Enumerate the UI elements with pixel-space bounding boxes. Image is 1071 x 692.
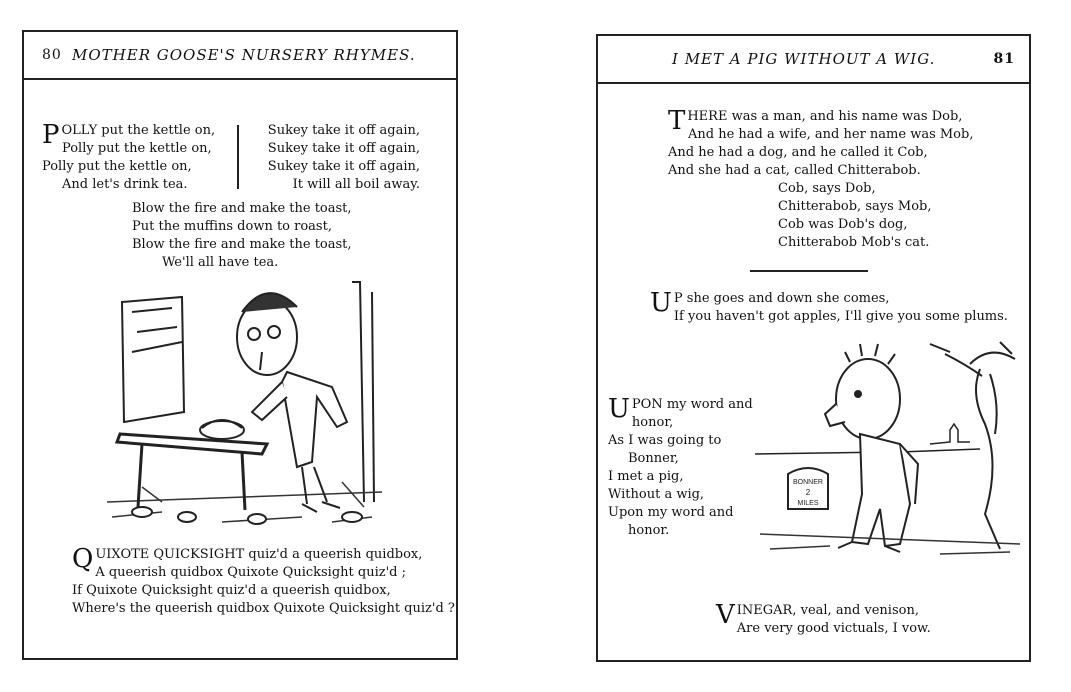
- man-kettle-illustration: [102, 272, 392, 537]
- verse-line: We'll all have tea.: [162, 255, 279, 270]
- dropcap: V: [716, 600, 735, 630]
- vinegar-verse: [716, 602, 930, 638]
- verse-line: And let's drink tea.: [62, 177, 188, 192]
- section-divider: [750, 270, 868, 272]
- up-verse: [650, 288, 1008, 326]
- page-number: 81: [993, 51, 1015, 67]
- upon-verse: [608, 396, 753, 540]
- verse-line: Sukey take it off again,: [267, 123, 420, 138]
- verse-line: Cob was Dob's dog,: [778, 217, 908, 232]
- verse-line: OLLY put the kettle on,: [61, 123, 216, 138]
- verse-line: honor.: [628, 523, 670, 538]
- dob-verse: [668, 108, 973, 252]
- polly-verse-col1: [42, 122, 215, 194]
- page-header: [24, 32, 456, 80]
- dropcap: U: [650, 288, 672, 318]
- verse-line: PON my word and: [631, 397, 753, 412]
- verse-line: Sukey take it off again,: [267, 159, 420, 174]
- verse-line: A queerish quidbox Quixote Quicksight quiz'd ;: [95, 565, 406, 580]
- dropcap: P: [42, 120, 60, 150]
- verse-line: If Quixote Quicksight quiz'd a queerish quidbox,: [72, 583, 391, 598]
- verse-line: INEGAR, veal, and venison,: [736, 603, 919, 618]
- verse-line: Where's the queerish quidbox Quixote Quicksight quiz'd ?: [72, 601, 455, 616]
- verse-line: Chitterabob Mob's cat.: [778, 235, 930, 250]
- right-page: [596, 34, 1031, 662]
- verse-line: And he had a wife, and her name was Mob,: [688, 127, 974, 142]
- milestone-text: MILES: [797, 500, 819, 507]
- verse-line: Polly put the kettle on,: [62, 141, 212, 156]
- verse-line: P she goes and down she comes,: [673, 291, 890, 306]
- left-page: [22, 30, 458, 660]
- running-title: MOTHER GOOSE'S NURSERY RHYMES.: [72, 46, 416, 64]
- dropcap: Q: [72, 544, 94, 574]
- page-header: [598, 36, 1029, 84]
- pig-illustration: [750, 334, 1030, 564]
- verse-line: It will all boil away.: [292, 177, 420, 192]
- dropcap: U: [608, 394, 630, 424]
- verse-line: Without a wig,: [608, 487, 705, 502]
- verse-line: And she had a cat, called Chitterabob.: [668, 163, 921, 178]
- verse-line: UIXOTE QUICKSIGHT quiz'd a queerish quidbox,: [95, 547, 423, 562]
- milestone-text: BONNER: [793, 479, 823, 486]
- column-divider: [237, 125, 239, 189]
- verse-line: If you haven't got apples, I'll give you some plums.: [673, 309, 1008, 324]
- verse-line: Blow the fire and make the toast,: [132, 237, 352, 252]
- verse-line: HERE was a man, and his name was Dob,: [687, 109, 963, 124]
- verse-line: As I was going to: [608, 433, 722, 448]
- page-number: 80: [42, 47, 62, 63]
- verse-line: honor,: [631, 415, 674, 430]
- verse-line: Upon my word and: [608, 505, 734, 520]
- verse-line: Sukey take it off again,: [267, 141, 420, 156]
- verse-line: I met a pig,: [608, 469, 684, 484]
- verse-line: Blow the fire and make the toast,: [132, 201, 352, 216]
- verse-line: And he had a dog, and he called it Cob,: [668, 145, 928, 160]
- verse-line: Chitterabob, says Mob,: [778, 199, 932, 214]
- quixote-verse: [72, 546, 455, 618]
- verse-line: Polly put the kettle on,: [42, 159, 192, 174]
- verse-line: Bonner,: [628, 451, 679, 466]
- blow-verse: [132, 200, 352, 272]
- verse-line: Cob, says Dob,: [778, 181, 876, 196]
- milestone-text: 2: [805, 488, 811, 497]
- verse-line: Are very good victuals, I vow.: [736, 621, 931, 636]
- running-title: I MET A PIG WITHOUT A WIG.: [672, 50, 936, 68]
- verse-line: Put the muffins down to roast,: [132, 219, 332, 234]
- dropcap: T: [668, 106, 686, 136]
- polly-verse-col2: [254, 122, 420, 194]
